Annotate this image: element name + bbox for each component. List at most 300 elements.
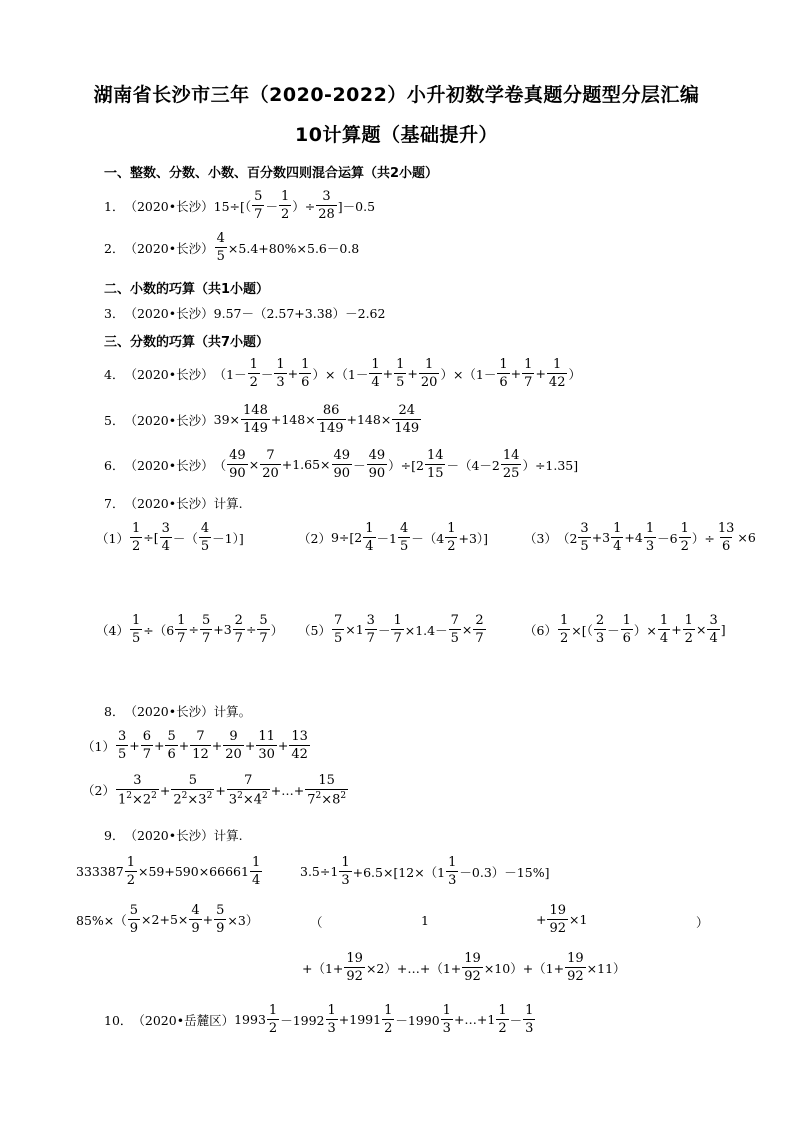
fraction — [299, 358, 311, 389]
fraction — [369, 358, 381, 389]
fraction — [279, 190, 291, 221]
fraction-numerator: 1 — [448, 855, 457, 870]
fraction — [171, 774, 214, 806]
fraction — [257, 614, 269, 645]
fraction — [227, 774, 270, 806]
fraction — [621, 614, 633, 645]
expression-text: 3． — [104, 306, 125, 321]
fraction-denominator: 4 — [251, 873, 261, 888]
expression-text: （2020•长沙） — [124, 457, 214, 473]
fraction — [260, 449, 281, 480]
fraction-numerator: 1 — [684, 613, 693, 628]
expression-text: ）×（1－ — [312, 366, 369, 382]
fraction — [125, 856, 137, 887]
fraction — [332, 449, 353, 480]
expression-text: 1993 — [234, 1012, 266, 1027]
expression-text: + — [671, 622, 682, 637]
expression-text: 333387 — [76, 864, 124, 879]
expression-text: －（ — [172, 530, 198, 546]
fraction — [547, 904, 568, 935]
expression-text: （2020•长沙） — [124, 198, 214, 214]
expression-text: ×1 — [569, 912, 588, 927]
fraction — [175, 614, 187, 645]
fraction — [233, 614, 245, 645]
expression-text: －1992 — [280, 1012, 325, 1028]
question-8 — [104, 702, 251, 720]
fraction-numerator: 1 — [659, 613, 669, 628]
fraction — [441, 1004, 453, 1035]
section-1-heading: 一、整数、分数、小数、百分数四则混合运算（共2小题） — [104, 166, 439, 181]
question-7-part-2 — [298, 522, 488, 553]
fraction-denominator: 12 — [192, 747, 209, 762]
fraction-numerator: 1 — [499, 357, 508, 372]
question-9-expr-1 — [76, 856, 263, 887]
fraction-numerator: 7 — [196, 729, 205, 744]
title-line-1: 湖南省长沙市三年（2020-2022）小升初数学卷真题分题型分层汇编 — [93, 84, 700, 106]
fraction — [578, 522, 590, 553]
fraction-denominator: 7 — [524, 375, 533, 390]
fraction-denominator: 7 — [201, 631, 211, 646]
section-2-heading: 二、小数的巧算（共1小题） — [104, 282, 270, 297]
expression-text: ×1.4－ — [404, 622, 448, 638]
fraction — [248, 358, 260, 389]
expression-text: 7 — [307, 792, 316, 808]
expression-text: － — [509, 1012, 523, 1028]
fraction — [227, 449, 248, 480]
fraction — [250, 856, 262, 887]
fraction-denominator: 90 — [368, 466, 386, 481]
fraction-numerator: 148 — [243, 403, 268, 418]
fraction — [128, 904, 140, 935]
fraction-numerator: 13 — [291, 729, 308, 744]
fraction-denominator: 7 — [475, 631, 484, 646]
fraction-numerator: 1 — [327, 1003, 336, 1018]
fraction — [394, 358, 406, 389]
fraction-numerator: 1 — [524, 357, 533, 372]
fraction-numerator: 1 — [251, 855, 261, 870]
expression-text: （2020•长沙） — [124, 240, 214, 256]
fraction-denominator: 3 — [645, 539, 655, 554]
question-5 — [104, 404, 422, 435]
fraction-denominator: 5 — [200, 539, 210, 554]
fraction-denominator: 90 — [333, 466, 351, 481]
fraction-numerator: 1 — [365, 521, 374, 536]
question-9-expr-4-close: ） — [696, 915, 709, 930]
fraction-denominator: 4 — [365, 539, 374, 554]
expression-text: （2） — [82, 783, 115, 799]
expression-text: （ — [213, 457, 227, 473]
expression-text: ] — [720, 622, 726, 637]
fraction-denominator: 6 — [167, 747, 176, 762]
expression-text: +3）] — [458, 530, 489, 546]
expression-text: × — [187, 792, 199, 808]
question-9 — [104, 826, 243, 844]
expression-text: 5． — [104, 412, 125, 428]
fraction — [522, 358, 534, 389]
expression-text: 39× — [213, 412, 241, 427]
expression-text: － — [377, 622, 391, 638]
fraction-numerator: 15 — [318, 773, 335, 788]
expression-text: +1.65× — [281, 457, 331, 472]
fraction-numerator: 7 — [333, 613, 343, 628]
question-3 — [104, 304, 385, 322]
expression-text: 15÷[（ — [213, 198, 252, 214]
expression-text: （2020•长沙） — [124, 704, 214, 719]
fraction-numerator: 5 — [167, 729, 176, 744]
expression-text: 3.5÷1 — [300, 864, 339, 879]
fraction — [398, 522, 410, 553]
expression-text: ÷[ — [143, 530, 159, 545]
fraction-numerator: 14 — [426, 448, 444, 463]
fraction-numerator: 4 — [191, 903, 200, 918]
expression-text: －（4－2 — [446, 457, 500, 473]
expression-text: × — [695, 622, 707, 637]
fraction — [419, 358, 440, 389]
fraction-numerator: 1 — [645, 521, 655, 536]
fraction-denominator: 2 — [126, 873, 135, 888]
expression-text: + — [244, 738, 256, 753]
fraction-denominator: 6 — [301, 375, 310, 390]
expression-text: ]－0.5 — [337, 198, 376, 214]
fraction-numerator: 1 — [276, 357, 285, 372]
fraction — [679, 522, 691, 553]
question-2 — [104, 232, 359, 263]
expression-text: +3 — [591, 530, 611, 545]
expression-text: + — [159, 782, 171, 798]
expression-text: 1 — [117, 792, 127, 808]
fraction-denominator: 28 — [318, 207, 335, 222]
fraction — [496, 1004, 508, 1035]
fraction — [130, 522, 142, 553]
expression-text: ÷（6 — [143, 622, 175, 638]
fraction — [241, 404, 270, 435]
expression-text: ×59+590×66661 — [138, 864, 249, 879]
fraction-numerator: 13 — [717, 521, 735, 536]
question-7-part-1 — [96, 522, 244, 553]
fraction-denominator: 3 — [276, 375, 285, 390]
fraction-numerator: 1 — [301, 357, 310, 372]
expression-text: ）× — [633, 622, 657, 638]
expression-text: +6.5×[12×（1 — [352, 864, 446, 880]
fraction-denominator: 4 — [161, 539, 170, 554]
fraction — [332, 614, 344, 645]
fraction-numerator: 1 — [680, 521, 689, 536]
fraction-numerator: 1 — [126, 855, 135, 870]
fraction — [707, 614, 719, 645]
fraction-numerator: 19 — [464, 951, 481, 966]
expression-text: 6． — [104, 457, 125, 473]
expression-text: （3） — [524, 530, 557, 546]
fraction-denominator: 5 — [399, 539, 409, 554]
expression-text: （2 — [556, 530, 578, 546]
expression-text: 9÷[2 — [330, 530, 363, 545]
fraction — [305, 774, 348, 806]
expression-text: 3 — [228, 792, 238, 808]
fraction — [445, 522, 457, 553]
fraction-denominator: 149 — [394, 421, 420, 436]
fraction-denominator: 20 — [420, 375, 438, 390]
expression-text: +（1+ — [302, 960, 344, 976]
fraction — [165, 730, 177, 761]
expression-text: + — [536, 912, 547, 927]
fraction-numerator: 5 — [201, 613, 211, 628]
expression-text: × — [242, 792, 254, 808]
fraction-denominator: 3 — [595, 631, 605, 646]
fraction-denominator: 15 — [426, 466, 444, 481]
fraction-denominator: 7 — [177, 631, 186, 646]
fraction-denominator: 92 — [346, 969, 363, 984]
fraction-denominator: $3^2\times 4^2$ — [228, 791, 268, 808]
expression-text: +…+1 — [453, 1012, 496, 1027]
fraction — [565, 952, 586, 983]
fraction-numerator: 5 — [254, 189, 263, 204]
fraction-numerator: 4 — [200, 521, 210, 536]
fraction-numerator: 7 — [244, 773, 253, 788]
fraction-denominator: 3 — [341, 873, 350, 888]
expression-text: + — [129, 738, 140, 753]
fraction — [658, 614, 670, 645]
expression-text: （2） — [298, 530, 331, 546]
fraction — [392, 404, 421, 435]
expression-text: + — [382, 366, 394, 381]
fraction — [256, 730, 277, 761]
expression-text: 3 — [198, 792, 207, 808]
question-6 — [104, 449, 578, 480]
question-8-part-1 — [82, 730, 311, 761]
fraction-denominator: 9 — [191, 921, 200, 936]
fraction-numerator: 3 — [161, 521, 170, 536]
fraction-denominator: 20 — [225, 747, 242, 762]
fraction-numerator: 1 — [622, 613, 631, 628]
expression-text: + — [407, 366, 418, 381]
fraction-denominator: 3 — [525, 1021, 534, 1036]
fraction-denominator: 2 — [131, 539, 141, 554]
expression-text: 85%×（ — [76, 912, 127, 928]
fraction-numerator: 5 — [129, 903, 139, 918]
question-9-expr-3 — [76, 904, 258, 935]
fraction-denominator: 92 — [567, 969, 584, 984]
expression-text: （5） — [298, 622, 331, 638]
fraction-denominator: 7 — [366, 631, 375, 646]
fraction — [644, 522, 656, 553]
fraction-numerator: 2 — [234, 613, 243, 628]
fraction-numerator: 5 — [259, 613, 268, 628]
expression-text: + — [178, 738, 190, 753]
expression-text: －6 — [657, 530, 678, 546]
fraction-denominator: 2 — [680, 539, 689, 554]
expression-text: ） — [270, 622, 284, 638]
fraction — [558, 614, 570, 645]
fraction-denominator: 5 — [580, 539, 589, 554]
fraction-numerator: 1 — [442, 1003, 451, 1018]
fraction-numerator: 3 — [709, 613, 718, 628]
section-3-heading: 三、分数的巧算（共7小题） — [104, 335, 270, 350]
fraction — [214, 904, 226, 935]
fraction-denominator: 7 — [259, 631, 268, 646]
fraction — [382, 1004, 394, 1035]
fraction — [339, 856, 351, 887]
fraction-numerator: 1 — [268, 1003, 278, 1018]
fraction — [501, 449, 522, 480]
expression-text: 1． — [104, 198, 125, 214]
expression-text: ）÷1.35] — [522, 457, 579, 473]
fraction-numerator: 9 — [229, 729, 238, 744]
question-9-expr-4-one: 1 — [421, 913, 429, 928]
fraction-denominator: 5 — [450, 631, 459, 646]
expression-text: （2020•岳麓区） — [132, 1012, 235, 1028]
fraction-numerator: 1 — [341, 855, 350, 870]
fraction-numerator: 86 — [322, 403, 340, 418]
fraction-denominator: 7 — [393, 631, 402, 646]
fraction-denominator: 7 — [234, 631, 243, 646]
expression-text: ）×（1－ — [440, 366, 497, 382]
fraction-numerator: 1 — [553, 357, 562, 372]
fraction-numerator: 5 — [188, 773, 197, 788]
fraction-numerator: 1 — [177, 613, 186, 628]
fraction — [449, 614, 461, 645]
expression-text: ÷ — [245, 622, 257, 637]
fraction — [547, 358, 568, 389]
fraction — [363, 522, 375, 553]
expression-text: ×2）+…+（1+ — [365, 960, 462, 976]
fraction-denominator: 3 — [442, 1021, 451, 1036]
fraction-denominator: 20 — [262, 466, 279, 481]
expression-text: ）÷ — [292, 198, 316, 214]
fraction — [160, 522, 172, 553]
expression-text: －0.3）－15%] — [459, 864, 550, 880]
fraction-numerator: 3 — [117, 729, 127, 744]
expression-text: － — [607, 622, 620, 638]
fraction — [462, 952, 483, 983]
fraction-numerator: 1 — [559, 613, 569, 628]
fraction-denominator: 42 — [548, 375, 566, 390]
question-1 — [104, 190, 375, 221]
fraction-denominator: 7 — [254, 207, 263, 222]
fraction-denominator: 5 — [216, 249, 225, 264]
fraction-numerator: 1 — [131, 521, 141, 536]
fraction — [289, 730, 310, 761]
expression-text: + — [277, 738, 289, 753]
question-4 — [104, 358, 581, 389]
expression-text: × — [248, 457, 260, 472]
fraction — [716, 522, 737, 553]
fraction-numerator: 19 — [549, 903, 567, 918]
fraction-denominator: 2 — [498, 1021, 507, 1036]
fraction — [116, 774, 159, 806]
expression-text: －（4 — [411, 530, 445, 546]
fraction — [267, 1004, 279, 1035]
expression-text: ×6 — [737, 530, 756, 545]
expression-text: + — [215, 782, 226, 798]
fraction-denominator: 149 — [243, 421, 268, 436]
fraction — [365, 614, 377, 645]
question-9-expr-4-open: （ — [310, 915, 323, 930]
fraction-numerator: 3 — [133, 773, 142, 788]
fraction-denominator: 2 — [447, 539, 456, 554]
fraction-denominator: 3 — [327, 1021, 336, 1036]
expression-text: 2． — [104, 240, 125, 256]
expression-text: +…+ — [270, 782, 305, 798]
expression-text: 4 — [253, 792, 262, 808]
fraction-denominator: 4 — [371, 375, 380, 390]
fraction-numerator: 49 — [333, 448, 351, 463]
fraction-numerator: 49 — [368, 448, 386, 463]
question-10 — [104, 1004, 536, 1035]
question-7-part-5 — [298, 614, 487, 645]
fraction-numerator: 6 — [142, 729, 151, 744]
fraction-denominator: 6 — [721, 539, 731, 554]
question-9-expr-5 — [302, 952, 626, 983]
fraction-denominator: 6 — [622, 631, 631, 646]
fraction-numerator: 19 — [567, 951, 584, 966]
fraction-denominator: 9 — [216, 921, 225, 936]
expression-text: ×1 — [345, 622, 364, 637]
fraction-numerator: 1 — [525, 1003, 534, 1018]
question-7-part-4 — [96, 614, 283, 645]
fraction-numerator: 1 — [447, 521, 456, 536]
fraction — [473, 614, 485, 645]
fraction-numerator: 5 — [216, 903, 225, 918]
expression-text: +148× — [270, 412, 316, 427]
fraction — [130, 614, 142, 645]
fraction-numerator: 1 — [280, 189, 290, 204]
expression-text: 9． — [104, 828, 125, 843]
expression-text: + — [510, 366, 522, 381]
fraction-numerator: 1 — [425, 357, 434, 372]
fraction-denominator: 4 — [613, 539, 622, 554]
question-9-expr-2 — [300, 856, 549, 887]
expression-text: × — [131, 792, 143, 808]
fraction — [391, 614, 403, 645]
title-line-2: 10计算题（基础提升） — [295, 124, 498, 146]
expression-text: （2020•长沙） — [124, 828, 214, 843]
fraction-denominator: 30 — [258, 747, 275, 762]
fraction — [190, 730, 211, 761]
fraction-numerator: 2 — [475, 613, 484, 628]
expression-text: 2 — [142, 792, 152, 808]
expression-text: ×10）+（1+ — [483, 960, 565, 976]
expression-text: ）÷ — [691, 530, 715, 546]
fraction — [316, 190, 337, 221]
expression-text: ×3） — [227, 912, 259, 928]
expression-text: （2020•长沙） — [124, 496, 214, 511]
expression-text: × — [321, 792, 333, 808]
expression-text: 计算。 — [213, 704, 252, 719]
fraction-denominator: 4 — [709, 631, 718, 646]
expression-text: ÷ — [188, 622, 199, 637]
expression-text: +1991 — [338, 1012, 382, 1027]
expression-text: －1 — [376, 530, 397, 546]
fraction — [223, 730, 244, 761]
fraction — [497, 358, 509, 389]
expression-text: － — [265, 198, 278, 214]
expression-text: + — [535, 366, 546, 381]
fraction-numerator: 4 — [216, 231, 225, 246]
expression-text: × — [461, 622, 473, 637]
expression-text: 计算. — [213, 496, 243, 511]
fraction — [199, 522, 211, 553]
fraction — [274, 358, 286, 389]
fraction — [683, 614, 695, 645]
fraction-denominator: $1^2\times 2^2$ — [117, 791, 157, 808]
expression-text: －1990 — [395, 1012, 440, 1028]
expression-text: ）÷[2 — [388, 457, 424, 473]
expression-text: （2020•长沙） — [124, 306, 214, 321]
fraction-denominator: 2 — [684, 631, 693, 646]
expression-text: － — [260, 366, 274, 382]
fraction-numerator: 3 — [580, 521, 589, 536]
fraction-denominator: 7 — [142, 747, 151, 762]
